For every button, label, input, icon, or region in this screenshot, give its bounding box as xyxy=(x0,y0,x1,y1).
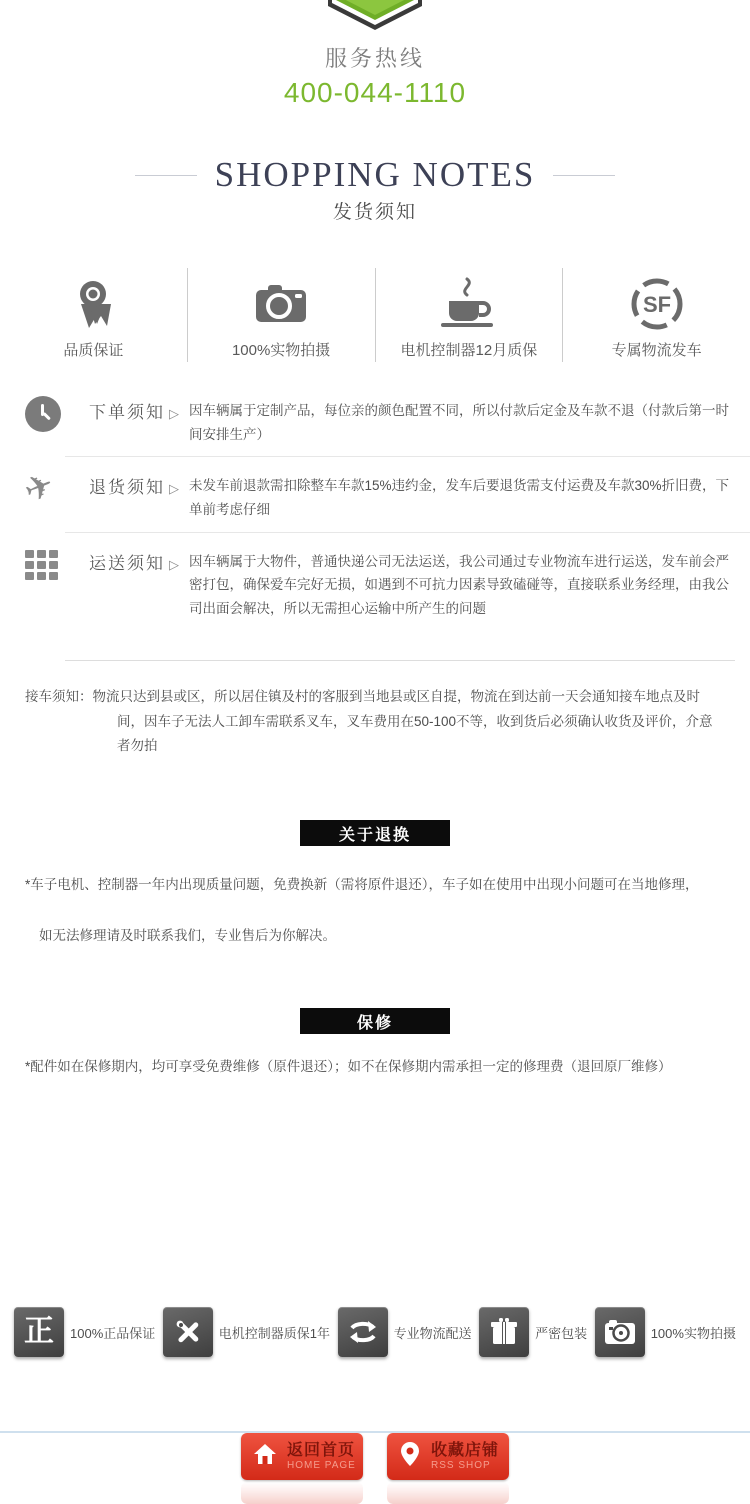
button-sublabel: HOME PAGE xyxy=(287,1460,356,1472)
service-delivery xyxy=(338,1307,472,1357)
returns-banner: 关于退换 xyxy=(300,820,450,846)
service-label: 严密包装 xyxy=(535,1325,588,1341)
arrow-right-icon: ▷ xyxy=(169,481,181,497)
service-warranty xyxy=(163,1307,330,1357)
coffee-icon xyxy=(439,275,499,333)
camera-icon xyxy=(595,1307,645,1357)
favorite-shop-button[interactable] xyxy=(387,1433,509,1480)
bottom-border-line xyxy=(0,1431,750,1433)
medal-icon xyxy=(69,275,117,333)
title-chinese: 发货须知 xyxy=(332,202,417,223)
feature-label: 电机控制器12月质保 xyxy=(400,342,538,359)
genuine-seal-icon: 正 xyxy=(14,1307,64,1357)
section-divider xyxy=(65,660,735,661)
feature-warranty xyxy=(375,268,563,362)
notice-title: 运送须知 ▷ xyxy=(89,553,181,573)
button-label: 收藏店铺 xyxy=(431,1441,500,1459)
hotline-number: 400-044-1110 xyxy=(283,77,467,108)
button-sublabel: RSS SHOP xyxy=(431,1460,491,1472)
green-book-logo-icon xyxy=(310,0,440,36)
title-divider-right xyxy=(553,175,615,176)
warranty-line-1: *配件如在保修期内，均可享受免费维修（原件退还）；如不在保修期内需承担一定的修理费（退回原厂维修） xyxy=(25,1059,672,1075)
feature-row xyxy=(0,268,750,362)
notice-list xyxy=(0,382,750,630)
footer-buttons xyxy=(0,1433,750,1480)
warranty-banner: 保修 xyxy=(300,1008,450,1034)
clock-icon xyxy=(25,394,71,432)
arrow-right-icon: ▷ xyxy=(169,406,181,421)
arrow-right-icon: ▷ xyxy=(169,556,181,572)
svg-text:SF: SF xyxy=(642,292,671,317)
brand-logo xyxy=(0,0,750,36)
sf-express-icon xyxy=(629,275,685,333)
notice-title: 下单须知 ▷ xyxy=(89,403,181,422)
feature-label: 专属物流发车 xyxy=(611,342,702,359)
feature-label: 100%实物拍摄 xyxy=(231,342,331,359)
returns-line-2: 如无法修理请及时联系我们，专业售后为你解决。 xyxy=(39,928,336,944)
gift-box-icon xyxy=(479,1307,529,1357)
notice-return xyxy=(18,456,750,531)
notice-shipping xyxy=(65,532,750,631)
service-packing xyxy=(479,1307,587,1357)
service-guarantee-row xyxy=(14,1307,736,1357)
plane-icon: ✈ xyxy=(18,465,60,512)
repair-tools-icon xyxy=(163,1307,213,1357)
notice-title: 退货须知 ▷ xyxy=(89,478,181,498)
hotline-label: 服务热线 xyxy=(324,46,425,71)
button-label: 返回首页 xyxy=(287,1441,356,1459)
returns-line-1: *车子电机、控制器一年内出现质量问题，免费换新（需将原件退还），车子如在使用中出现小问题可在当地修理， xyxy=(25,877,699,893)
notice-text: 未发车前退款需扣除整车车款15%违约金，发车后要退货需支付运费及车款30%折旧费，下单前考虑仔细 xyxy=(189,478,730,517)
notice-text: 因车辆属于定制产品，每位亲的颜色配置不同，所以付款后定金及车款不退（付款后第一时间安排生产） xyxy=(189,403,729,442)
notice-order xyxy=(25,382,750,456)
feature-logistics xyxy=(562,268,750,362)
section-title xyxy=(0,155,750,224)
home-icon xyxy=(253,1442,277,1471)
grid-icon xyxy=(25,545,71,580)
service-label: 100%实物拍摄 xyxy=(650,1325,736,1341)
notice-text: 因车辆属于大物件，普通快递公司无法运送，我公司通过专业物流车进行运送，发车前会严密打包，确保爱车完好无损，如遇到不可抗力因素导致磕碰等，直接联系业务经理，由我公司出面会解决，所以无需担心运输中所产生的问题 xyxy=(189,553,729,616)
service-label: 专业物流配送 xyxy=(393,1325,472,1341)
service-genuine xyxy=(14,1307,155,1357)
service-hotline xyxy=(0,42,750,109)
camera-icon xyxy=(252,275,310,333)
shipping-arrows-icon xyxy=(338,1307,388,1357)
service-label: 电机控制器质保1年 xyxy=(218,1325,331,1341)
home-page-button[interactable] xyxy=(241,1433,363,1480)
service-photo xyxy=(595,1307,736,1357)
returns-text xyxy=(25,874,725,948)
feature-quality xyxy=(0,268,187,362)
warranty-text xyxy=(25,1056,725,1079)
pickup-note: 接车须知：物流只达到县或区，所以居住镇及村的客服到当地县或区自提，物流在到达前一天会通知接车地点及时间，因车子无法人工卸车需联系叉车，叉车费用在50-100不等，收到货后必须确认收货及评价，介意者勿拍 xyxy=(25,689,713,753)
feature-label: 品质保证 xyxy=(63,342,124,359)
feature-real-photo xyxy=(187,268,375,362)
title-divider-left xyxy=(135,175,197,176)
location-pin-icon xyxy=(399,1441,421,1472)
title-english: SHOPPING NOTES xyxy=(214,155,536,194)
service-label: 100%正品保证 xyxy=(70,1325,156,1341)
